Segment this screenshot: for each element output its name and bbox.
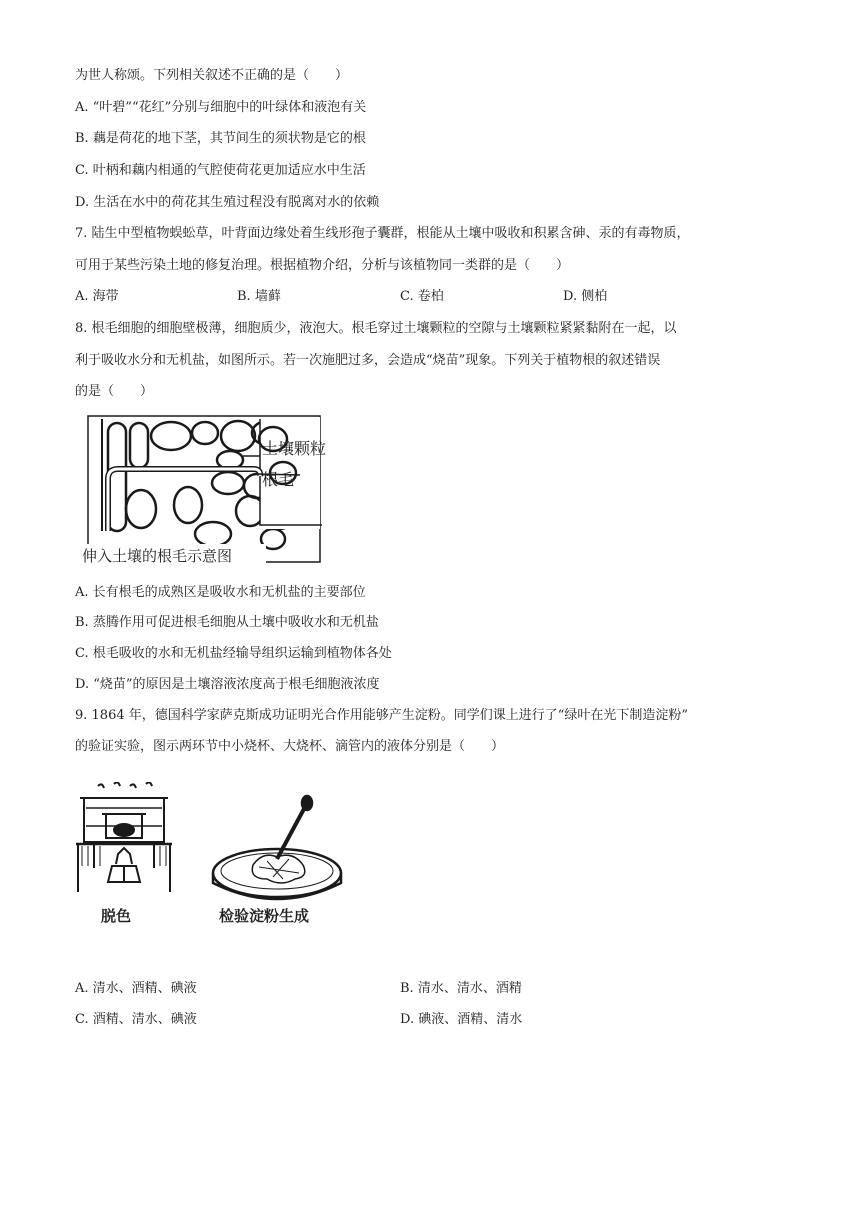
q6-stem-tail: 为世人称颂。下列相关叙述不正确的是（ ）	[75, 68, 349, 83]
q7-option-b: B. 墙藓	[237, 289, 281, 304]
figure-label-soil: 土壤颗粒	[262, 439, 327, 458]
q9-stem-line2: 的验证实验，图示两环节中小烧杯、大烧杯、滴管内的液体分别是（ ）	[75, 739, 505, 754]
figure-caption-starch-test: 检验淀粉生成	[219, 907, 310, 925]
q7-stem-line1: 7. 陆生中型植物蜈蚣草，叶背面边缘处着生线形孢子囊群，根能从土壤中吸收和积累含砷、汞的有毒物质，	[75, 226, 690, 241]
q7-option-d: D. 侧柏	[563, 289, 608, 304]
q8-stem-line2: 利于吸收水分和无机盐，如图所示。若一次施肥过多，会造成“烧苗”现象。下列关于植物根的叙述错误	[75, 353, 661, 368]
q6-option-a: A. “叶碧”“花红”分别与细胞中的叶绿体和液泡有关	[75, 100, 367, 115]
q9-option-d: D. 碘液、酒精、清水	[400, 1012, 523, 1027]
q7-stem-line2: 可用于某些污染土地的修复治理。根据植物介绍，分析与该植物同一类群的是（ ）	[75, 258, 570, 273]
q8-stem-line3: 的是（ ）	[75, 384, 154, 399]
q8-stem-line1: 8. 根毛细胞的细胞壁极薄，细胞质少，液泡大。根毛穿过土壤颗粒的空隙与土壤颗粒紧紧黏附在一起，以	[75, 321, 677, 336]
q6-option-b: B. 藕是荷花的地下茎，其节间生的须状物是它的根	[75, 131, 366, 146]
q7-option-a: A. 海带	[75, 289, 119, 304]
q8-option-c: C. 根毛吸收的水和无机盐经输导组织运输到植物体各处	[75, 646, 392, 661]
q8-option-d: D. “烧苗”的原因是土壤溶液浓度高于根毛细胞液浓度	[75, 677, 380, 692]
q9-stem-line1: 9. 1864 年，德国科学家萨克斯成功证明光合作用能够产生淀粉。同学们课上进行了“绿叶在光下制造淀粉”	[75, 708, 689, 723]
q6-option-d: D. 生活在水中的荷花其生殖过程没有脱离对水的依赖	[75, 195, 380, 210]
q9-option-c: C. 酒精、清水、碘液	[75, 1012, 197, 1027]
figure-label-root-hair: 根毛	[262, 470, 295, 489]
q9-option-b: B. 清水、清水、酒精	[400, 981, 522, 996]
q7-option-c: C. 卷柏	[400, 289, 444, 304]
root-hair-figure	[78, 413, 328, 567]
q6-option-c: C. 叶柄和藕内相通的气腔使荷花更加适应水中生活	[75, 163, 366, 178]
q8-option-b: B. 蒸腾作用可促进根毛细胞从土壤中吸收水和无机盐	[75, 615, 379, 630]
q8-option-a: A. 长有根毛的成熟区是吸收水和无机盐的主要部位	[75, 585, 366, 600]
figure-caption-decolorize: 脱色	[101, 907, 132, 925]
decolorize-apparatus-figure	[72, 782, 182, 910]
q9-option-a: A. 清水、酒精、碘液	[75, 981, 197, 996]
figure-caption: 伸入土壤的根毛示意图	[82, 547, 233, 565]
starch-test-figure	[207, 793, 357, 903]
